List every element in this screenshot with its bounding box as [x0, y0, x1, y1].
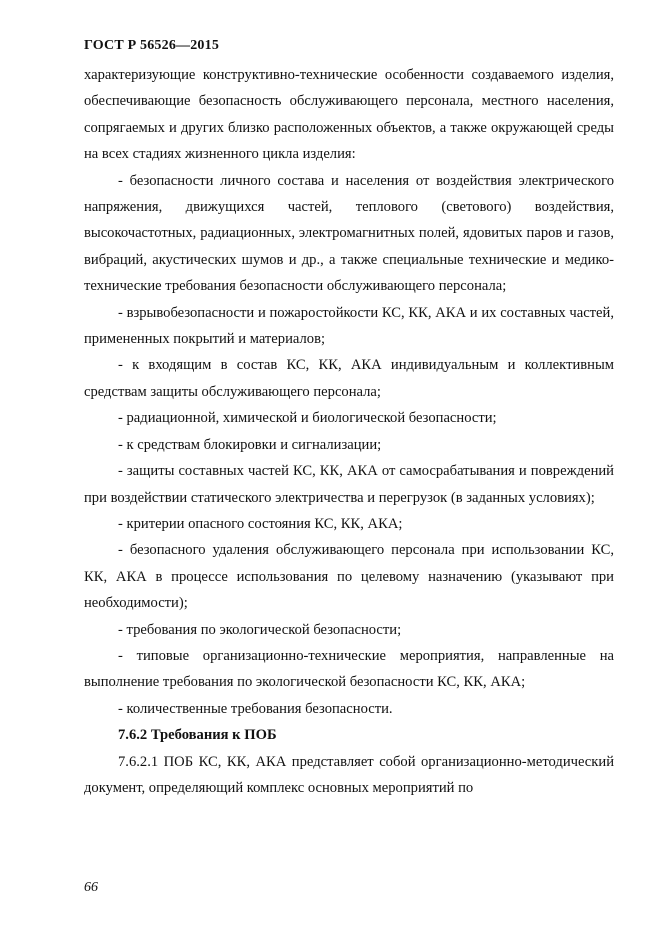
section-heading: 7.6.2 Требования к ПОБ: [118, 727, 277, 744]
list-item: - защиты составных частей КС, КК, АКА от самосрабатывания и повреждений при воздействии статического электричества и перегрузок (в заданных условиях);: [84, 463, 614, 506]
section-paragraph: 7.6.2.1 ПОБ КС, КК, АКА представляет собой организационно-методический документ, определяющий комплекс основных мероприятий по: [84, 753, 614, 796]
list-item: - к средствам блокировки и сигнализации;: [118, 436, 382, 453]
list-item: - безопасности личного состава и населения от воздействия электрического напряжения, движущихся частей, теплового (светового) воздействия, высокочастотных, радиационных, электромагнитных полей, ядовитых паров и газов, вибраций, акустических шумов и др., а также специальные технические и медико-технические требования безопасности обслуживающего персонала;: [84, 172, 614, 295]
list-item: - критерии опасного состояния КС, КК, АКА;: [118, 515, 403, 532]
document-body: [84, 62, 614, 801]
list-item: - взрывобезопасности и пожаростойкости КС, КК, АКА и их составных частей, примененных покрытий и материалов;: [84, 304, 614, 348]
intro-paragraph: характеризующие конструктивно-технические особенности создаваемого изделия, обеспечивающие безопасность обслуживающего персонала, местного населения, сопрягаемых и других близко расположенных объектов, а также окружающей среды на всех стадиях жизненного цикла изделия:: [84, 67, 614, 163]
list-item: - радиационной, химической и биологической безопасности;: [118, 410, 497, 427]
list-item: - требования по экологической безопасности;: [118, 621, 402, 638]
page-number: 66: [84, 880, 98, 895]
document-code-header: ГОСТ Р 56526—2015: [84, 38, 220, 53]
list-item: - к входящим в состав КС, КК, АКА индивидуальным и коллективным средствам защиты обслуживающего персонала;: [84, 357, 614, 400]
list-item: - типовые организационно-технические мероприятия, направленные на выполнение требования по экологической безопасности КС, КК, АКА;: [84, 647, 614, 691]
list-item: - безопасного удаления обслуживающего персонала при использовании КС, КК, АКА в процессе использования по целевому назначению (указывают при необходимости);: [84, 542, 614, 612]
list-item: - количественные требования безопасности.: [118, 700, 393, 717]
